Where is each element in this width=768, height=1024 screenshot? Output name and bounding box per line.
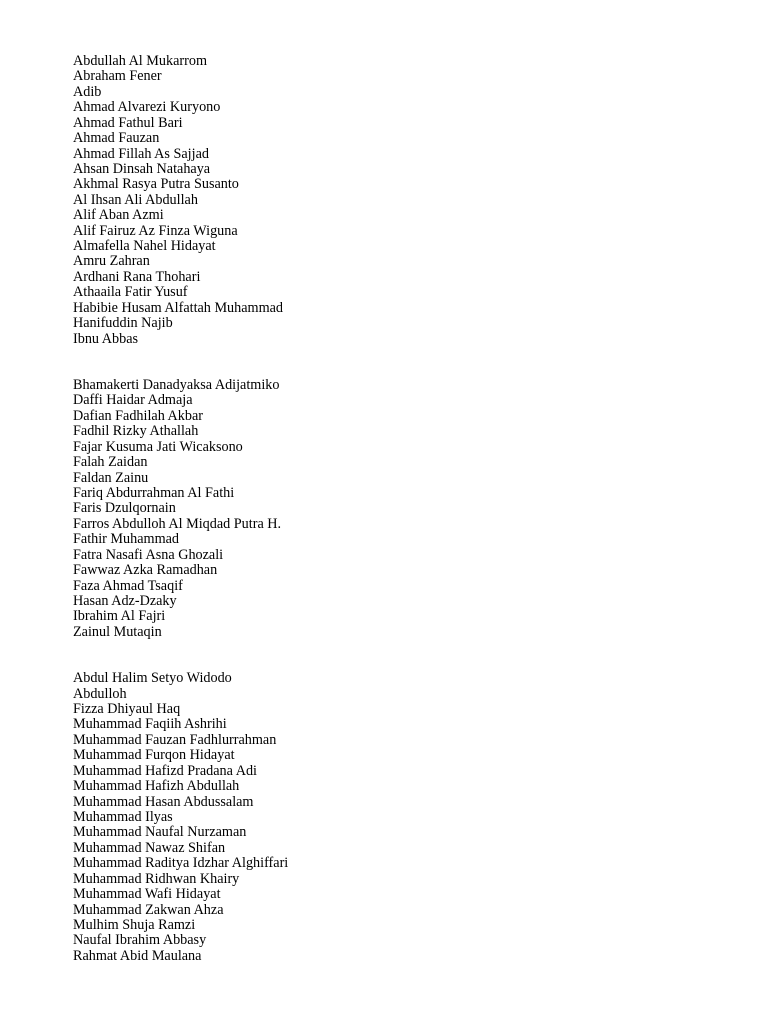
list-item: Muhammad Nawaz Shifan <box>73 839 226 856</box>
list-item: Ardhani Rana Thohari <box>73 268 201 285</box>
list-item: Faris Dzulqornain <box>73 500 176 517</box>
list-item: Ahmad Fathul Bari <box>73 114 183 131</box>
name-list-group-2 <box>73 378 733 640</box>
list-item: Farros Abdulloh Al Miqdad Putra H. <box>73 515 282 532</box>
list-item: Fathir Muhammad <box>73 531 179 548</box>
list-item: Hanifuddin Najib <box>73 315 173 332</box>
list-item: Abdul Halim Setyo Widodo <box>73 670 232 687</box>
list-item: Dafian Fadhilah Akbar <box>73 407 204 424</box>
list-item: Abdullah Al Mukarrom <box>73 53 207 69</box>
list-item: Mulhim Shuja Ramzi <box>73 916 196 933</box>
list-item: Amru Zahran <box>73 253 150 270</box>
list-item: Alif Fairuz Az Finza Wiguna <box>73 222 238 239</box>
list-item: Fizza Dhiyaul Haq <box>73 701 181 718</box>
list-item: Muhammad Ilyas <box>73 808 173 825</box>
list-item: Abdulloh <box>73 685 127 702</box>
list-item: Fawwaz Azka Ramadhan <box>73 562 218 579</box>
list-item: Faldan Zainu <box>73 469 149 486</box>
document-page <box>73 54 733 964</box>
list-item: Athaaila Fatir Yusuf <box>73 284 188 301</box>
list-item: Almafella Nahel Hidayat <box>73 238 216 255</box>
list-item: Muhammad Zakwan Ahza <box>73 901 224 918</box>
list-item: Muhammad Raditya Idzhar Alghiffari <box>73 855 289 872</box>
list-item: Muhammad Naufal Nurzaman <box>73 824 247 841</box>
list-item: Hasan Adz-Dzaky <box>73 592 177 609</box>
list-item: Naufal Ibrahim Abbasy <box>73 932 207 949</box>
list-item: Muhammad Ridhwan Khairy <box>73 870 240 887</box>
list-item: Ahsan Dinsah Natahaya <box>73 160 211 177</box>
list-item: Ahmad Fillah As Sajjad <box>73 145 209 162</box>
list-item: Bhamakerti Danadyaksa Adijatmiko <box>73 377 280 394</box>
list-item: Adib <box>73 83 102 100</box>
list-item: Muhammad Furqon Hidayat <box>73 747 235 764</box>
list-item: Zainul Mutaqin <box>73 623 162 640</box>
list-item: Ahmad Alvarezi Kuryono <box>73 99 221 116</box>
list-item: Muhammad Wafi Hidayat <box>73 886 221 903</box>
list-item: Ibnu Abbas <box>73 330 139 347</box>
name-list-group-3 <box>73 671 733 964</box>
list-item: Faza Ahmad Tsaqif <box>73 577 183 594</box>
list-item: Akhmal Rasya Putra Susanto <box>73 176 239 193</box>
list-item: Al Ihsan Ali Abdullah <box>73 191 198 208</box>
list-item: Muhammad Hasan Abdussalam <box>73 793 254 810</box>
list-item: Alif Aban Azmi <box>73 207 164 224</box>
list-item: Muhammad Hafizh Abdullah <box>73 778 240 795</box>
list-item: Fariq Abdurrahman Al Fathi <box>73 484 235 501</box>
name-list-group-1 <box>73 54 733 347</box>
list-item: Rahmat Abid Maulana <box>73 947 202 964</box>
list-item: Ahmad Fauzan <box>73 130 160 147</box>
list-item: Daffi Haidar Admaja <box>73 392 193 409</box>
list-item: Ibrahim Al Fajri <box>73 608 166 625</box>
list-item: Muhammad Faqiih Ashrihi <box>73 716 227 733</box>
list-item: Muhammad Hafizd Pradana Adi <box>73 762 257 779</box>
list-item: Fajar Kusuma Jati Wicaksono <box>73 438 243 455</box>
list-item: Abraham Fener <box>73 68 162 85</box>
list-item: Fadhil Rizky Athallah <box>73 423 199 440</box>
list-item: Falah Zaidan <box>73 454 148 471</box>
list-item: Muhammad Fauzan Fadhlurrahman <box>73 731 277 748</box>
list-item: Habibie Husam Alfattah Muhammad <box>73 299 284 316</box>
list-item: Fatra Nasafi Asna Ghozali <box>73 546 224 563</box>
